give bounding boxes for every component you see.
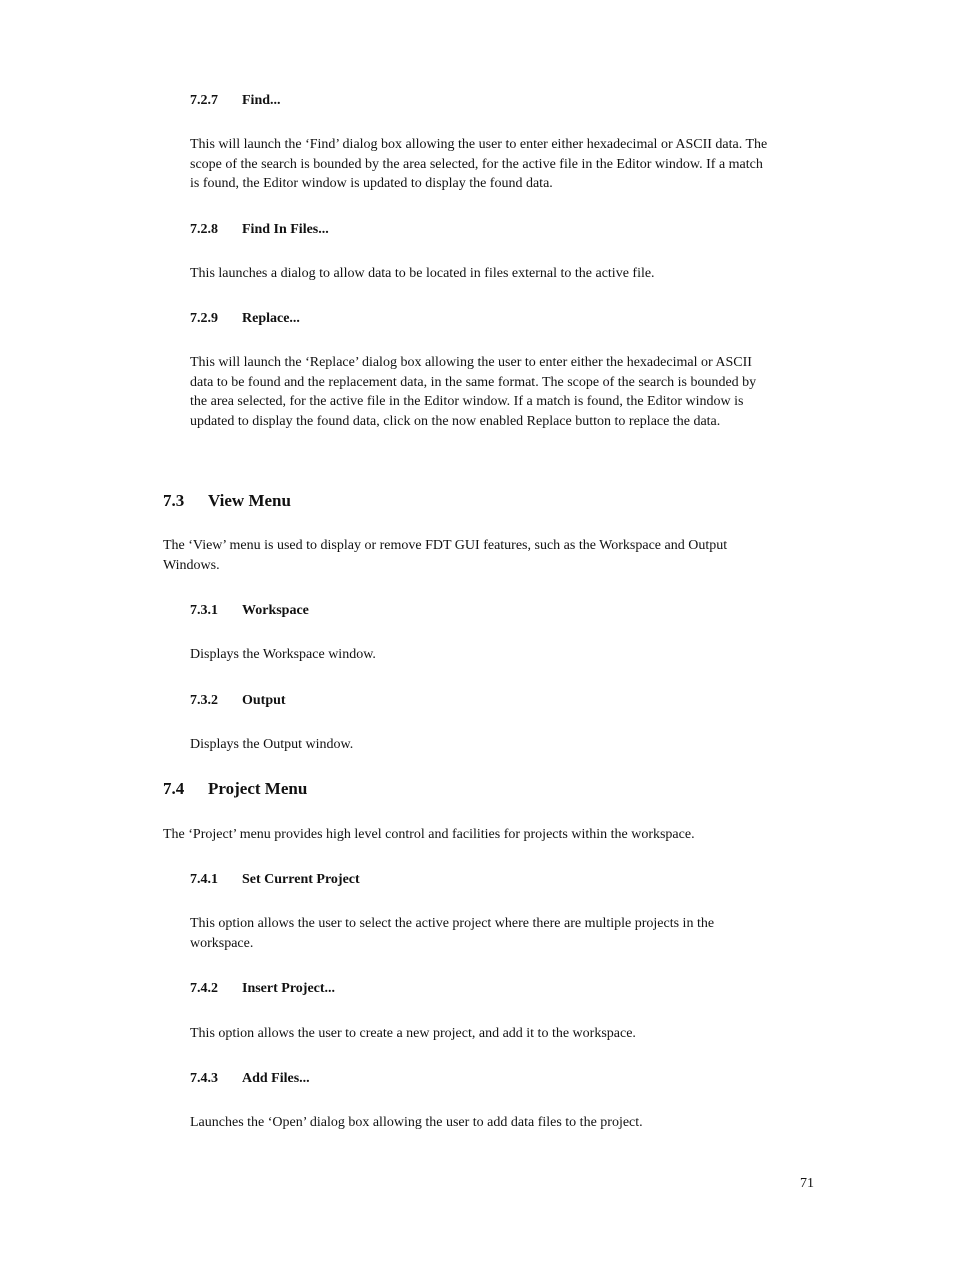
heading-title: Output [242,693,286,708]
heading-7-3 [163,490,291,512]
paragraph-line: data to be found and the replacement data, in the same format. The scope of the search is bounded by [190,374,757,390]
heading-number: 7.3.2 [190,693,218,708]
paragraph-line: Displays the Output window. [190,737,354,752]
heading-number: 7.3 [163,491,185,510]
heading-7-4-2 [190,980,335,998]
paragraph-line: This launches a dialog to allow data to be located in files external to the active file. [190,266,655,281]
heading-7-3-2 [190,692,286,710]
heading-title: Replace... [242,311,300,326]
paragraph-7-2-8 [190,264,655,284]
paragraph-line: Launches the ‘Open’ dialog box allowing the user to add data files to the project. [190,1115,643,1130]
paragraph-7-3-2 [190,735,353,755]
heading-number: 7.4.2 [190,981,218,996]
heading-number: 7.3.1 [190,603,218,618]
paragraph-line: Windows. [163,557,220,573]
paragraph-7-4-1 [190,914,714,953]
heading-7-4-3 [190,1070,310,1088]
paragraph-7-4-2 [190,1024,636,1044]
heading-number: 7.4.3 [190,1071,218,1086]
paragraph-7-2-7 [190,135,767,194]
heading-7-2-7 [190,92,281,110]
heading-number: 7.4.1 [190,872,218,887]
heading-number: 7.2.8 [190,222,218,237]
paragraph-7-2-9 [190,353,756,431]
heading-number: 7.2.9 [190,311,218,326]
paragraph-line: scope of the search is bounded by the area selected, for the active file in the Editor window. If a match [190,156,763,172]
paragraph-line: updated to display the found data, click on the now enabled Replace button to replace the data. [190,413,721,429]
paragraph-line: The ‘Project’ menu provides high level control and facilities for projects within the workspace. [163,827,695,842]
heading-title: Project Menu [208,779,308,798]
paragraph-line: This option allows the user to select the active project where there are multiple projects in the [190,916,715,931]
paragraph-7-4-3 [190,1113,643,1133]
paragraph-line: workspace. [190,935,254,951]
paragraph-7-3-1 [190,645,376,665]
paragraph-line: This will launch the ‘Replace’ dialog box allowing the user to enter either the hexadecimal or ASCII [190,355,752,370]
paragraph-line: is found, the Editor window is updated to display the found data. [190,176,553,191]
paragraph-7-3 [163,536,727,575]
heading-title: Find... [242,93,281,108]
heading-7-3-1 [190,602,309,620]
page-number: 71 [800,1176,814,1191]
heading-7-2-9 [190,310,300,328]
paragraph-line: This option allows the user to create a new project, and add it to the workspace. [190,1026,636,1041]
heading-title: Find In Files... [242,222,329,237]
heading-title: View Menu [208,491,291,510]
heading-title: Insert Project... [242,981,336,996]
paragraph-line: The ‘View’ menu is used to display or remove FDT GUI features, such as the Workspace and Output [163,538,728,553]
heading-title: Workspace [242,603,309,618]
heading-7-4-1 [190,871,360,889]
paragraph-line: Displays the Workspace window. [190,647,376,662]
paragraph-line: This will launch the ‘Find’ dialog box allowing the user to enter either hexadecimal or ASCII data. The [190,137,768,152]
paragraph-line: the area selected, for the active file in the Editor window. If a match is found, the Editor window is [190,394,744,409]
heading-title: Set Current Project [242,872,360,887]
heading-7-2-8 [190,221,329,239]
heading-7-4 [163,778,307,800]
paragraph-7-4 [163,825,695,845]
heading-number: 7.2.7 [190,93,218,108]
heading-number: 7.4 [163,779,185,798]
heading-title: Add Files... [242,1071,310,1086]
